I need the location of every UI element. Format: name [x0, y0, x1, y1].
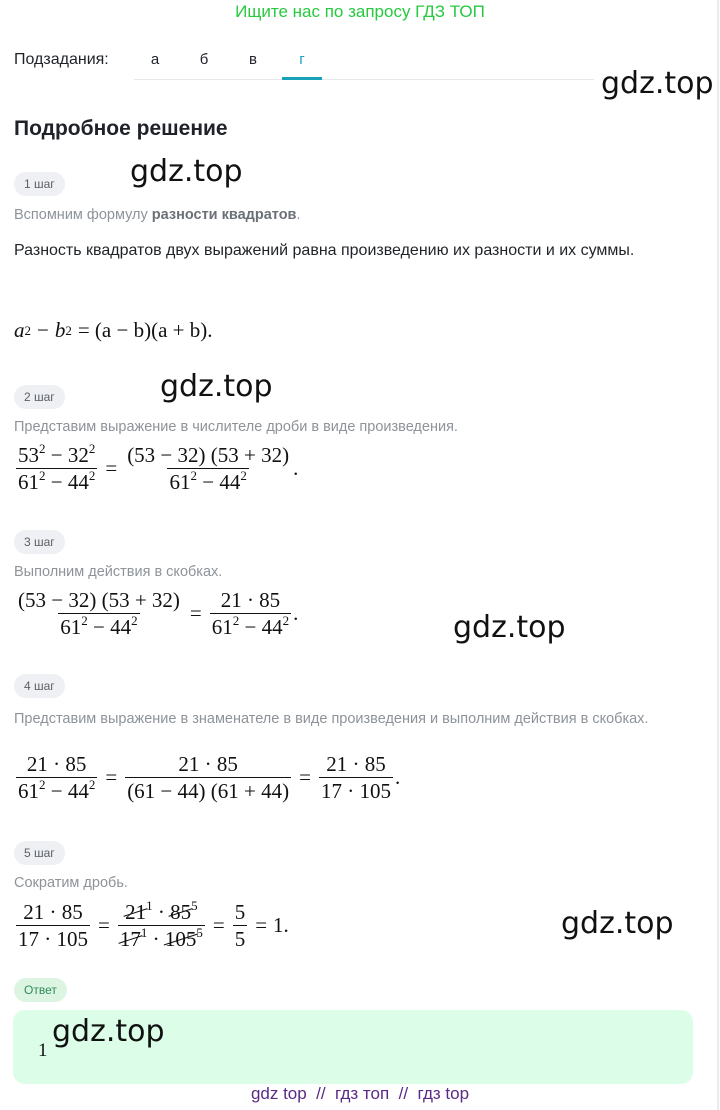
fraction: $\frac{(53 - 32) (53 + 32)}{61^2 - 44^2}$ [18, 588, 180, 639]
math-result: 1. [273, 913, 289, 937]
fraction: $\frac{53^2 - 32^2}{61^2 - 44^2}$ [18, 441, 96, 494]
fraction: $\frac{21 \cdot 85}{61^2 - 44^2}$ [211, 588, 290, 639]
fraction: $\frac{5}{5}$ [234, 900, 246, 951]
tab-v[interactable]: в [249, 51, 257, 68]
formula-step4: $\frac{21 \cdot 85}{61^2 - 44^2}$ = $\frac{21 \cdot 85}{(61 - 44) (61 + 44)}$ = $\frac{21 \cdot 85}{17 \cdot 105}$ . [18, 752, 401, 803]
tab-g[interactable]: г [299, 51, 305, 68]
formula-step2: $\frac{53^2 - 32^2}{61^2 - 44^2}$ = $\frac{(53 - 32) (53 + 32)}{61^2 - 44^2}$ . [18, 441, 299, 494]
math-var: a [14, 318, 25, 342]
search-promo-banner: Ищите нас по запросу ГДЗ ТОП [235, 2, 485, 21]
answer-value: 1 [38, 1040, 48, 1061]
watermark: gdz.top [130, 154, 243, 189]
formula-step3: $\frac{(53 - 32) (53 + 32)}{61^2 - 44^2}$ = $\frac{21 \cdot 85}{61^2 - 44^2}$ . [18, 588, 299, 639]
watermark: gdz.top [52, 1014, 165, 1049]
step-badge: 4 шаг [14, 674, 65, 698]
watermark: gdz.top [160, 369, 273, 404]
step-hint-text: Вспомним формулу [14, 207, 152, 223]
formula-difference-of-squares: a 2 − b 2 = (a − b)(a + b). [14, 318, 213, 342]
fraction: $\frac{21 \cdot 85}{61^2 - 44^2}$ [18, 752, 96, 803]
step-hint-end: . [296, 207, 301, 223]
step-hint-bold: разности квадратов [151, 207, 297, 223]
step-badge: 1 шаг [14, 172, 65, 196]
math-var: b [54, 318, 66, 342]
step-hint [14, 207, 301, 223]
footer-links[interactable]: gdz top // гдз топ // гдз top [250, 1084, 470, 1103]
fraction: $\frac{21 \cdot 85}{17 \cdot 105}$ [18, 900, 88, 951]
step-text: Разность квадратов двух выражений равна произведению их разности и их суммы. [14, 242, 635, 259]
answer-badge: Ответ [14, 978, 67, 1002]
watermark: gdz.top [561, 906, 674, 941]
math-rhs: = (a − b)(a + b). [77, 318, 213, 342]
step-hint: Сократим дробь. [14, 875, 128, 891]
tabs-divider [134, 79, 594, 80]
formula-step5: $\frac{21 \cdot 85}{17 \cdot 105}$ = $\frac{21^1 \cdot 85^5}{17^1 \cdot 105^5}$ = $\frac{5}{5}$ = 1. [18, 898, 289, 951]
tab-a[interactable]: а [150, 51, 160, 68]
step-badge: 5 шаг [14, 841, 65, 865]
page-title: Подробное решение [14, 117, 228, 140]
subtasks-label: Подзадания: [14, 51, 109, 68]
watermark: gdz.top [453, 610, 566, 645]
fraction: $\frac{21 \cdot 85}{(61 - 44) (61 + 44)}$ [127, 752, 290, 803]
tab-b[interactable]: б [199, 51, 209, 68]
fraction: $\frac{21 \cdot 85}{17 \cdot 105}$ [320, 752, 391, 803]
scrollbar-track[interactable] [717, 0, 719, 1110]
fraction: $\frac{(53 - 32) (53 + 32)}{61^2 - 44^2}$ [127, 443, 290, 494]
step-hint: Представим выражение в знаменателе в виде произведения и выполним действия в скобках. [14, 711, 649, 727]
watermark: gdz.top [601, 66, 714, 101]
step-badge: 2 шаг [14, 385, 65, 409]
step-hint: Представим выражение в числителе дроби в виде произведения. [14, 419, 458, 435]
active-tab-indicator [282, 77, 322, 80]
step-hint: Выполним действия в скобках. [14, 564, 223, 580]
fraction-cancelled: $\frac{21^1 \cdot 85^5}{17^1 \cdot 105^5}$ [119, 898, 203, 951]
step-badge: 3 шаг [14, 530, 65, 554]
